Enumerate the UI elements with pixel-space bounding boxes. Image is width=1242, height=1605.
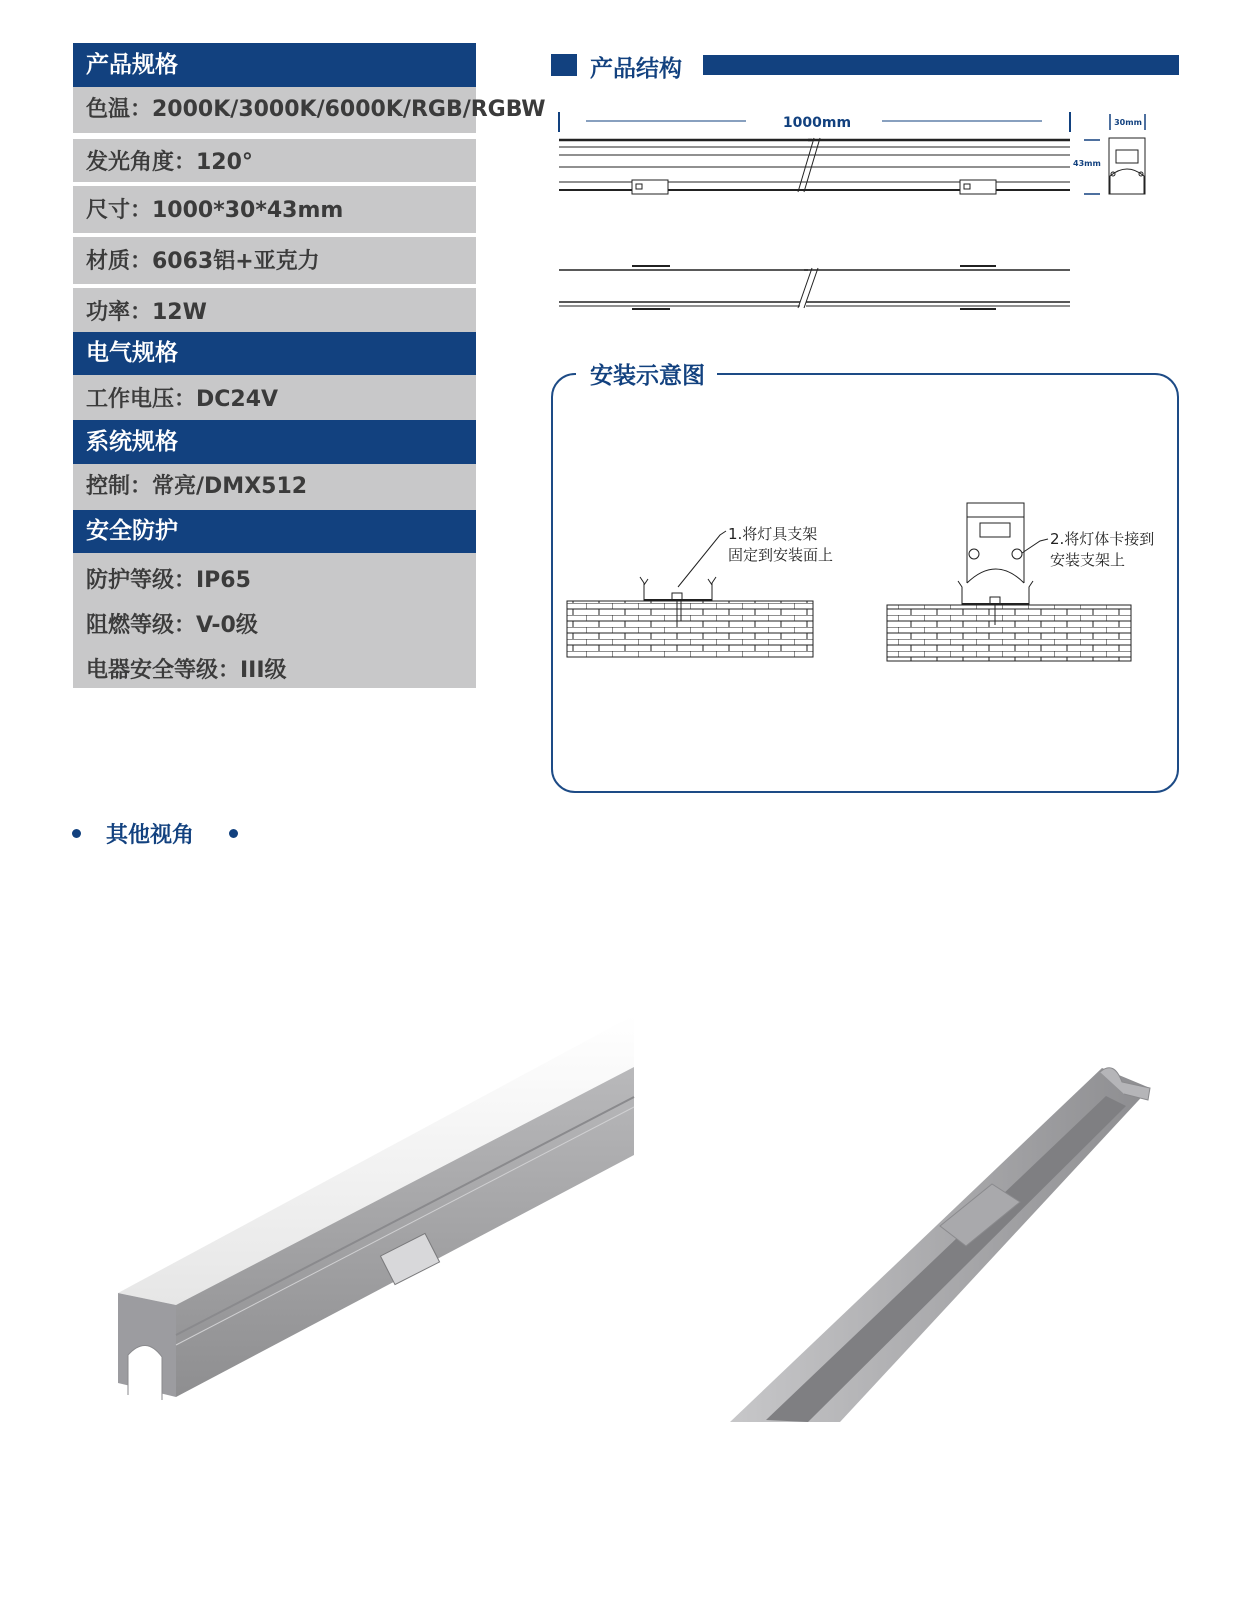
brick-wall-1 [567, 601, 813, 657]
width-dimension-label: 30mm [1114, 118, 1142, 127]
spec-power: 功率：12W [73, 284, 476, 332]
product-render-channel [730, 1060, 1155, 1425]
length-dimension-label: 1000mm [782, 115, 852, 131]
spec-ip-rating: 防护等级：IP65 [86, 568, 251, 593]
install-step1-line1: 1.将灯具支架 [728, 525, 818, 543]
brick-wall-2 [887, 605, 1131, 661]
cross-section-icon [1109, 138, 1145, 194]
bullet-dot-right [229, 829, 238, 838]
spec-voltage: 工作电压：DC24V [73, 375, 476, 420]
structure-title: 产品结构 [590, 56, 682, 82]
spec-color-temp: 色温：2000K/3000K/6000K/RGB/RGBW [73, 87, 476, 133]
install-step1-line2: 固定到安装面上 [728, 546, 834, 564]
spec-table [73, 43, 546, 688]
bullet-dot-left [72, 829, 81, 838]
spec-beam-angle: 发光角度：120° [73, 133, 476, 182]
structure-drawing [550, 100, 1160, 320]
spec-safety-group [73, 553, 476, 688]
product-render-front [110, 1005, 640, 1415]
install-title: 安装示意图 [576, 357, 717, 390]
spec-electrical-safety: 电器安全等级：III级 [86, 658, 287, 683]
install-drawing [560, 495, 1170, 670]
install-step2-line1: 2.将灯体卡接到 [1050, 530, 1155, 548]
safety-spec-header: 安全防护 [73, 510, 476, 553]
product-spec-header: 产品规格 [73, 43, 476, 87]
height-dimension-label: 43mm [1073, 159, 1101, 168]
electrical-spec-header: 电气规格 [73, 332, 476, 375]
spec-flame-rating: 阻燃等级：V-0级 [86, 613, 258, 638]
spec-control: 控制：常亮/DMX512 [73, 464, 476, 510]
structure-title-bar [703, 55, 1179, 75]
system-spec-header: 系统规格 [73, 420, 476, 464]
other-views-title: 其他视角 [106, 823, 195, 848]
spec-size: 尺寸：1000*30*43mm [73, 182, 476, 233]
structure-title-marker [551, 54, 577, 76]
install-step2-line2: 安装支架上 [1050, 551, 1126, 569]
spec-material: 材质：6063铝+亚克力 [73, 233, 476, 284]
